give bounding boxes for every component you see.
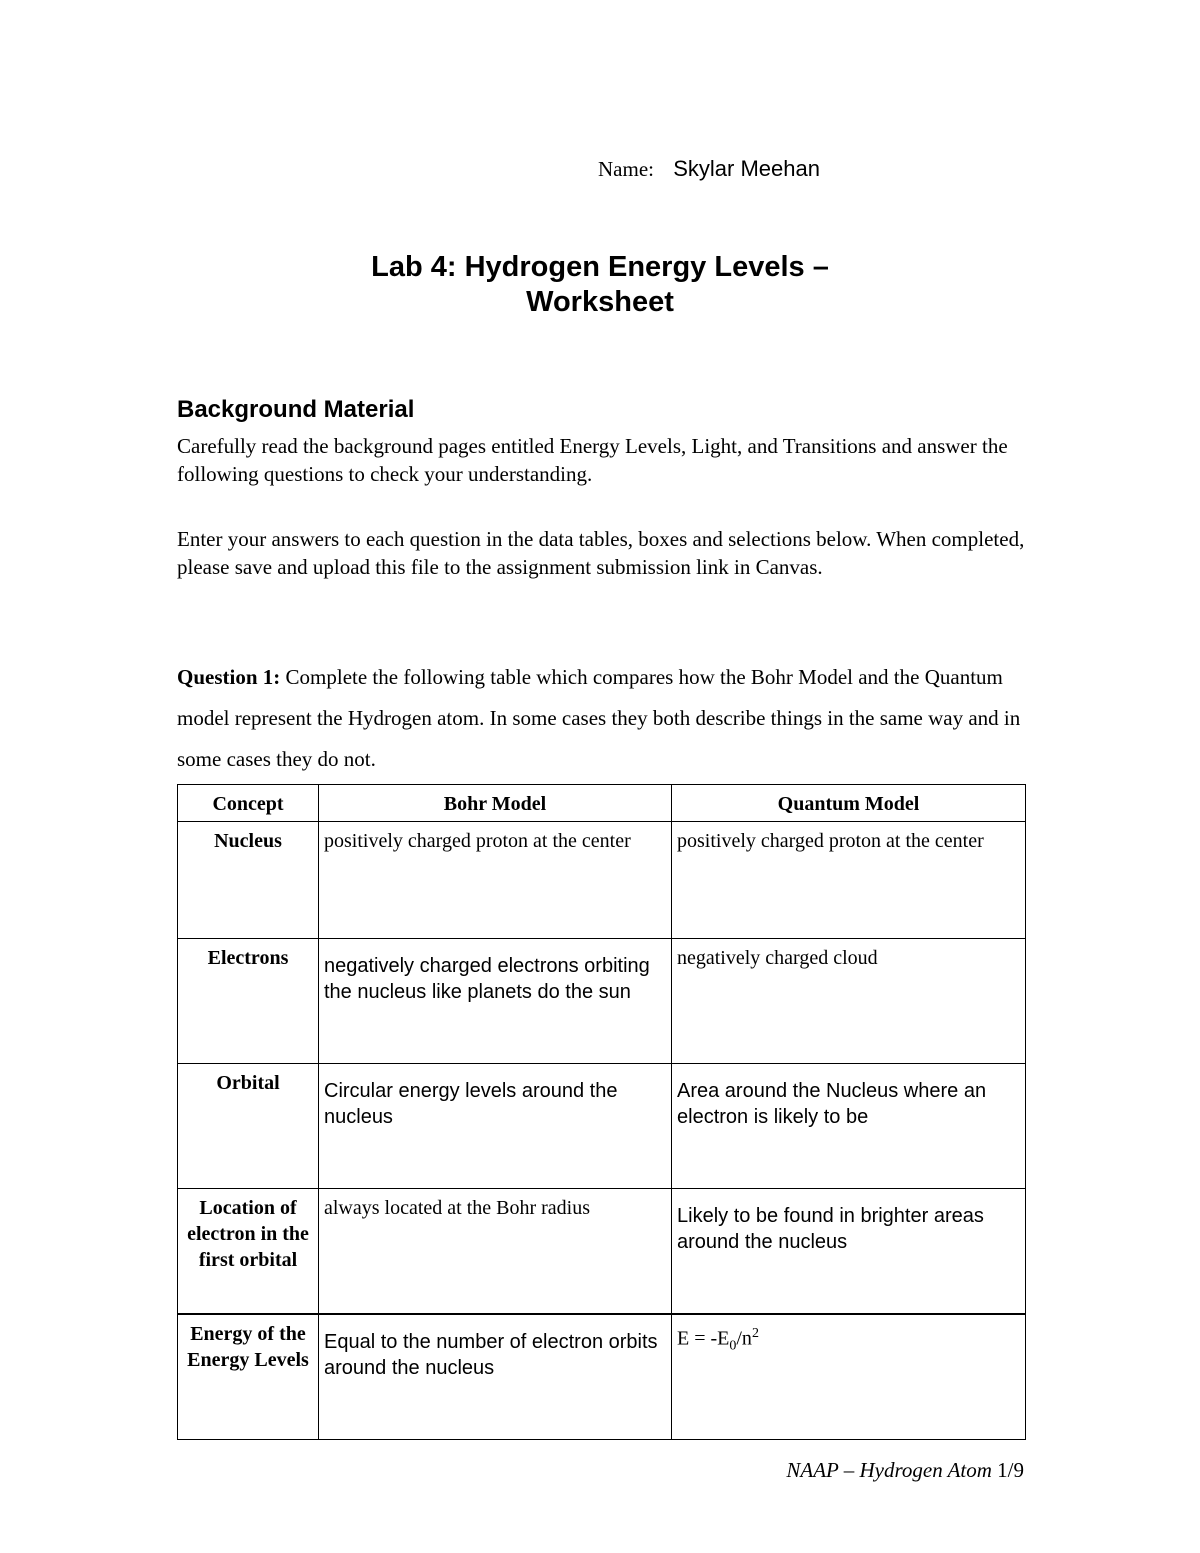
name-value: Skylar Meehan bbox=[673, 156, 820, 181]
bohr-answer-cell[interactable]: Equal to the number of electron orbits around the nucleus bbox=[319, 1314, 672, 1440]
energy-formula-subscript: 0 bbox=[729, 1338, 737, 1354]
question-1 bbox=[177, 657, 1027, 780]
footer-text: NAAP – Hydrogen Atom bbox=[786, 1458, 992, 1482]
table-header-row bbox=[178, 785, 1026, 822]
page-number: 1/9 bbox=[997, 1458, 1024, 1482]
header-bohr-model: Bohr Model bbox=[319, 785, 672, 822]
bohr-answer-cell[interactable]: positively charged proton at the center bbox=[319, 822, 672, 939]
bohr-answer-cell[interactable]: negatively charged electrons orbiting the nucleus like planets do the sun bbox=[319, 939, 672, 1064]
concept-cell: Location of electron in the first orbital bbox=[178, 1189, 319, 1315]
header-concept: Concept bbox=[178, 785, 319, 822]
quantum-answer-cell[interactable]: Area around the Nucleus where an electron is likely to be bbox=[672, 1064, 1026, 1189]
quantum-answer-cell[interactable]: Likely to be found in brighter areas around the nucleus bbox=[672, 1189, 1026, 1315]
quantum-answer-cell[interactable] bbox=[672, 1314, 1026, 1440]
background-paragraph-2: Enter your answers to each question in the data tables, boxes and selections below. When completed, please save and upload this file to the assignment submission link in Canvas. bbox=[177, 527, 1025, 579]
title-line-2: Worksheet bbox=[526, 286, 674, 318]
question-1-label: Question 1: bbox=[177, 665, 281, 689]
background-heading: Background Material bbox=[177, 396, 415, 423]
energy-formula-prefix: E = -E bbox=[677, 1327, 730, 1350]
bohr-answer-cell[interactable]: always located at the Bohr radius bbox=[319, 1189, 672, 1315]
header-quantum-model: Quantum Model bbox=[672, 785, 1026, 822]
table-row bbox=[178, 939, 1026, 1064]
energy-formula-mid: /n bbox=[736, 1327, 752, 1350]
table-row bbox=[178, 1064, 1026, 1189]
question-1-text: Complete the following table which compares how the Bohr Model and the Quantum model represent the Hydrogen atom. In some cases they both describe things in the same way and in some cases they do not. bbox=[177, 665, 1021, 771]
concept-cell: Nucleus bbox=[178, 822, 319, 939]
name-line bbox=[598, 156, 820, 182]
energy-formula-superscript: 2 bbox=[751, 1326, 759, 1341]
bohr-answer-cell[interactable]: Circular energy levels around the nucleus bbox=[319, 1064, 672, 1189]
concept-cell: Energy of the Energy Levels bbox=[178, 1314, 319, 1440]
background-paragraph-1: Carefully read the background pages entitled Energy Levels, Light, and Transitions and answer the following questions to check your understanding. bbox=[177, 434, 1008, 486]
table-row bbox=[178, 822, 1026, 939]
concept-cell: Electrons bbox=[178, 939, 319, 1064]
quantum-answer-cell[interactable]: negatively charged cloud bbox=[672, 939, 1026, 1064]
page-footer bbox=[786, 1458, 1024, 1483]
comparison-table bbox=[177, 784, 1026, 1440]
table-row bbox=[178, 1189, 1026, 1315]
quantum-answer-cell[interactable]: positively charged proton at the center bbox=[672, 822, 1026, 939]
concept-cell: Orbital bbox=[178, 1064, 319, 1189]
title-line-1: Lab 4: Hydrogen Energy Levels – bbox=[371, 251, 829, 283]
page-title bbox=[0, 250, 1200, 320]
name-label: Name: bbox=[598, 157, 654, 181]
table-row bbox=[178, 1314, 1026, 1440]
